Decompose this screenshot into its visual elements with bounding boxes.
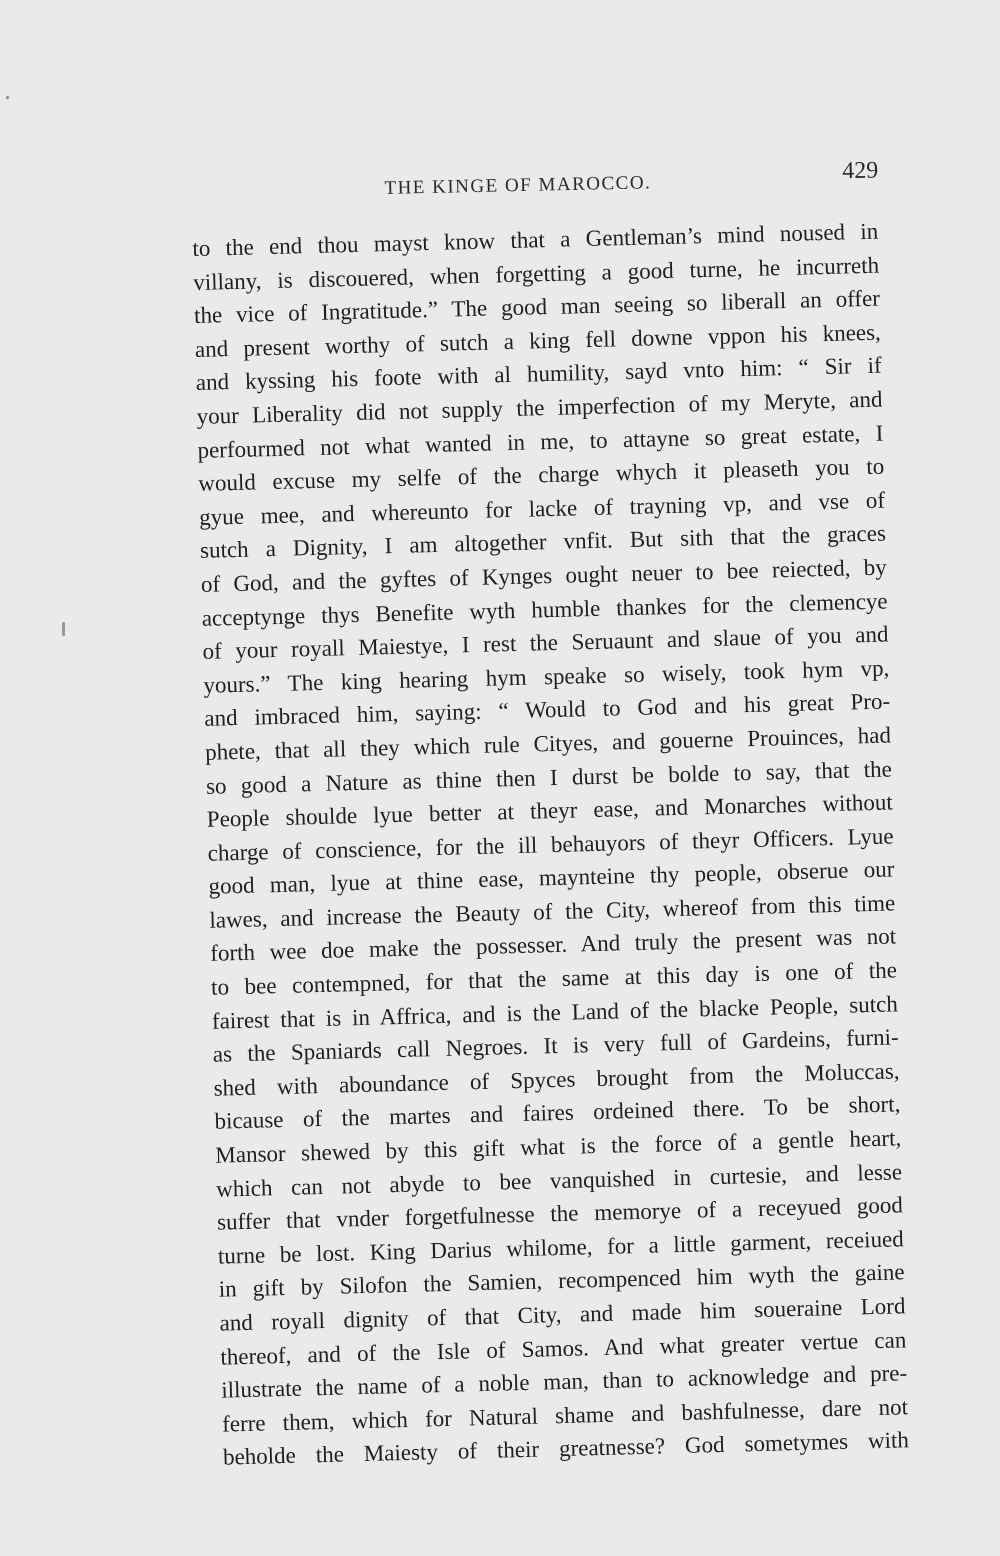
text-line: which can not abyde to bee vanquished in curtesie, and lesse [215,1158,903,1202]
text-line: ferre them, which for Natural shame and bashfulnesse, dare not [221,1394,909,1437]
text-line: and kyssing his foote with al humility, sayd vnto him: “ Sir if [195,352,882,396]
text-line: turne be lost. King Darius whilome, for a little garment, receiued [217,1226,905,1269]
text-line: forth wee doe make the possesser. And truly the present was not [209,923,897,967]
text-line: to bee contempned, for that the same at this day is one of the [210,957,898,1000]
text-line: shed with aboundance of Spyces brought from the Moluccas, [213,1058,900,1101]
text-line: perfourmed not what wanted in me, to attayne so great estate, I [197,420,884,463]
running-head: THE KINGE OF MAROCCO. [384,172,652,199]
text-line: fairest that is in Affrica, and is the Land of the blacke People, sutch [211,991,899,1034]
page-header [188,154,879,208]
body-text [192,215,909,1475]
text-line: acceptynge thys Benefite wyth humble thankes for the clemencye [201,588,888,631]
text-line: beholde the Maiesty of their greatnesse? God sometymes with [222,1427,910,1470]
text-line: and royall dignity of that City, and made him soueraine Lord [219,1293,906,1336]
text-line: suffer that vnder forgetfulnesse the memorye of a receyued good [216,1192,904,1235]
text-line: phete, that all they which rule Cityes, and gouerne Prouinces, had [204,722,892,765]
text-line: charge of conscience, for the ill behauyors of theyr Officers. Lyue [207,823,894,866]
text-line: People shoulde lyue better at theyr ease, and Monarches without [206,789,893,832]
text-line: the vice of Ingratitude.” The good man seeing so liberall an offer [193,285,881,329]
text-line: lawes, and increase the Beauty of the City, whereof from this time [209,890,896,933]
text-line: Mansor shewed by this gift what is the force of a gentle heart, [215,1125,902,1168]
page-number: 429 [841,157,879,185]
text-line: bicause of the martes and faires ordeined there. To be short, [214,1091,901,1135]
text-line: villany, is discouered, when forgetting a good turne, he incurreth [192,252,880,295]
text-line: yours.” The king hearing hym speake so wisely, took hym vp, [203,655,890,698]
text-line: your Liberality did not supply the imperfection of my Meryte, and [196,386,883,429]
text-line: gyue mee, and whereunto for lacke of trayning vp, and vse of [198,487,886,530]
text-line: and present worthy of sutch a king fell downe vppon his knees, [194,319,882,362]
text-line: thereof, and of the Isle of Samos. And what greater vertue can [220,1326,907,1370]
text-line: sutch a Dignity, I am altogether vnfit. But sith that the graces [199,520,887,564]
text-line: in gift by Silofon the Samien, recompenced him wyth the gaine [218,1259,905,1303]
text-line: as the Spaniards call Negroes. It is very full of Gardeins, furni- [212,1024,899,1067]
paper-speck [6,96,9,99]
text-line: so good a Nature as thine then I durst be bolde to say, that the [205,755,893,799]
margin-mark [62,622,65,636]
text-line: to the end thou mayst know that a Gentleman’s mind noused in [192,218,879,261]
text-line: and imbraced him, saying: “ Would to God and his great Pro- [204,688,891,732]
text-line: of God, and the gyftes of Kynges ought neuer to bee reiected, by [200,554,888,597]
text-line: good man, lyue at thine ease, maynteine thy people, obserue our [208,856,895,900]
text-line: of your royall Maiestye, I rest the Seruaunt and slaue of you and [202,621,889,664]
text-line: would excuse my selfe of the charge whych it pleaseth you to [198,453,885,497]
text-line: illustrate the name of a noble man, than to acknowledge and pre- [221,1360,908,1403]
